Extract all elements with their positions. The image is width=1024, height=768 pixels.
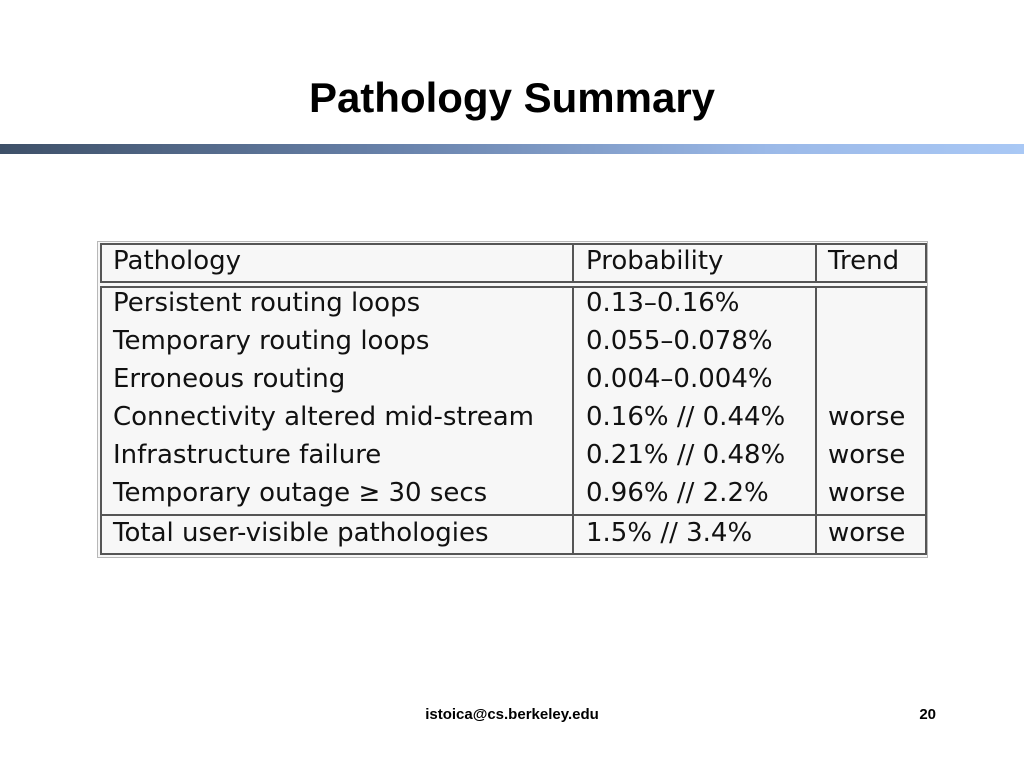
row-6-probability: 0.96% // 2.2%: [586, 478, 769, 508]
row-6-trend: worse: [828, 478, 906, 508]
row-3-probability: 0.004–0.004%: [586, 364, 773, 394]
row-3-pathology: Erroneous routing: [113, 364, 346, 394]
page-number: 20: [919, 706, 936, 723]
pathology-table: [98, 242, 929, 559]
header-pathology: Pathology: [113, 246, 242, 276]
table-line-right-body: [925, 286, 927, 555]
table-line-col2: [815, 243, 817, 283]
row-2-probability: 0.055–0.078%: [586, 326, 773, 356]
row-6-pathology: Temporary outage ≥ 30 secs: [113, 478, 488, 508]
table-line-right: [925, 243, 927, 283]
table-line-left-body: [100, 286, 102, 555]
row-2-pathology: Temporary routing loops: [113, 326, 430, 356]
footer-email: istoica@cs.berkeley.edu: [425, 706, 599, 723]
row-5-pathology: Infrastructure failure: [113, 440, 382, 470]
table-line-total-top: [100, 514, 927, 516]
row-5-trend: worse: [828, 440, 906, 470]
header-probability: Probability: [586, 246, 724, 276]
row-1-probability: 0.13–0.16%: [586, 288, 740, 318]
total-pathology: Total user-visible pathologies: [113, 518, 489, 548]
header-trend: Trend: [828, 246, 900, 276]
table-line-col1: [572, 243, 574, 283]
total-probability: 1.5% // 3.4%: [586, 518, 753, 548]
row-5-probability: 0.21% // 0.48%: [586, 440, 786, 470]
row-4-trend: worse: [828, 402, 906, 432]
total-trend: worse: [828, 518, 906, 548]
table-line-top: [100, 243, 927, 245]
title-divider-bar: [0, 144, 1024, 154]
pathology-table-image: [97, 241, 928, 558]
table-line-left: [100, 243, 102, 283]
row-4-probability: 0.16% // 0.44%: [586, 402, 786, 432]
row-4-pathology: Connectivity altered mid-stream: [113, 402, 534, 432]
table-line-col1-body: [572, 286, 574, 555]
table-line-col2-body: [815, 286, 817, 555]
table-line-bottom: [100, 553, 927, 555]
table-line-header-bottom: [100, 281, 927, 283]
row-1-pathology: Persistent routing loops: [113, 288, 421, 318]
slide-title: Pathology Summary: [308, 74, 716, 121]
